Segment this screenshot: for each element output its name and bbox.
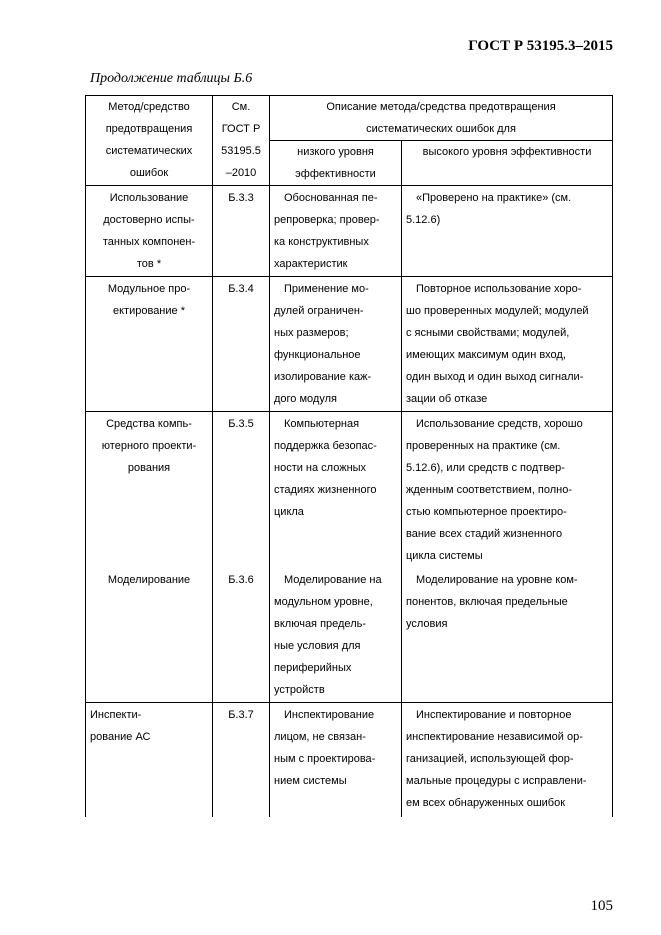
cell-high: Использование средств, хорошо проверенных на практике (см. 5.12.6), или средств с подтвер- жденным соответствием, полно- стью компьютерное проектиро- вание всех стадий жизненного цикла системы xyxy=(402,412,613,569)
cell-low: Моделирование на модульном уровне, включая предель- ные условия для периферийных устройств xyxy=(270,568,402,703)
cell-ref: Б.3.4 xyxy=(213,277,270,412)
cell-method: Средства компь- ютерного проекти- рования xyxy=(86,412,213,569)
header-low-level: низкого уровня эффективности xyxy=(270,141,402,186)
header-ref: См. ГОСТ Р 53195.5 –2010 xyxy=(213,96,270,186)
cell-ref: Б.3.3 xyxy=(213,186,270,277)
cell-ref: Б.3.7 xyxy=(213,703,270,818)
table-row xyxy=(86,277,613,412)
table-caption: Продолжение таблицы Б.6 xyxy=(90,71,253,86)
table-row xyxy=(86,703,613,818)
header-description: Описание метода/средства предотвращения систематических ошибок для xyxy=(270,96,613,141)
cell-low: Обоснованная пе- репроверка; провер- ка конструктивных характеристик xyxy=(270,186,402,277)
document-header: ГОСТ Р 53195.3–2015 xyxy=(468,38,613,54)
methods-table xyxy=(85,95,613,817)
header-high-level: высокого уровня эффективности xyxy=(402,141,613,186)
cell-low: Компьютерная поддержка безопас- ности на сложных стадиях жизненного цикла xyxy=(270,412,402,569)
cell-method: Моделирование xyxy=(86,568,213,703)
cell-method: Инспекти- рование АС xyxy=(86,703,213,818)
cell-high: Инспектирование и повторное инспектирование независимой ор- ганизацией, использующей фор- мальные процедуры с исправлени- ем всех обнаруженных ошибок xyxy=(402,703,613,818)
cell-low: Применение мо- дулей ограничен- ных размеров; функциональное изолирование каж- дого модуля xyxy=(270,277,402,412)
cell-high: Повторное использование хоро- шо проверенных модулей; модулей с ясными свойствами; модулей, имеющих максимум один вход, один выход и один выход сигнали- зации об отказе xyxy=(402,277,613,412)
page-number: 105 xyxy=(590,898,613,914)
cell-method: Модульное про- ектирование * xyxy=(86,277,213,412)
cell-low: Инспектирование лицом, не связан- ным с проектирова- нием системы xyxy=(270,703,402,818)
cell-ref: Б.3.6 xyxy=(213,568,270,703)
table-row xyxy=(86,568,613,703)
cell-high: «Проверено на практике» (см. 5.12.6) xyxy=(402,186,613,277)
header-method: Метод/средство предотвращения систематических ошибок xyxy=(86,96,213,186)
cell-high: Моделирование на уровне ком- понентов, включая предельные условия xyxy=(402,568,613,703)
table-row xyxy=(86,412,613,569)
cell-ref: Б.3.5 xyxy=(213,412,270,569)
table-row xyxy=(86,186,613,277)
cell-method: Использование достоверно испы- танных компонен- тов * xyxy=(86,186,213,277)
